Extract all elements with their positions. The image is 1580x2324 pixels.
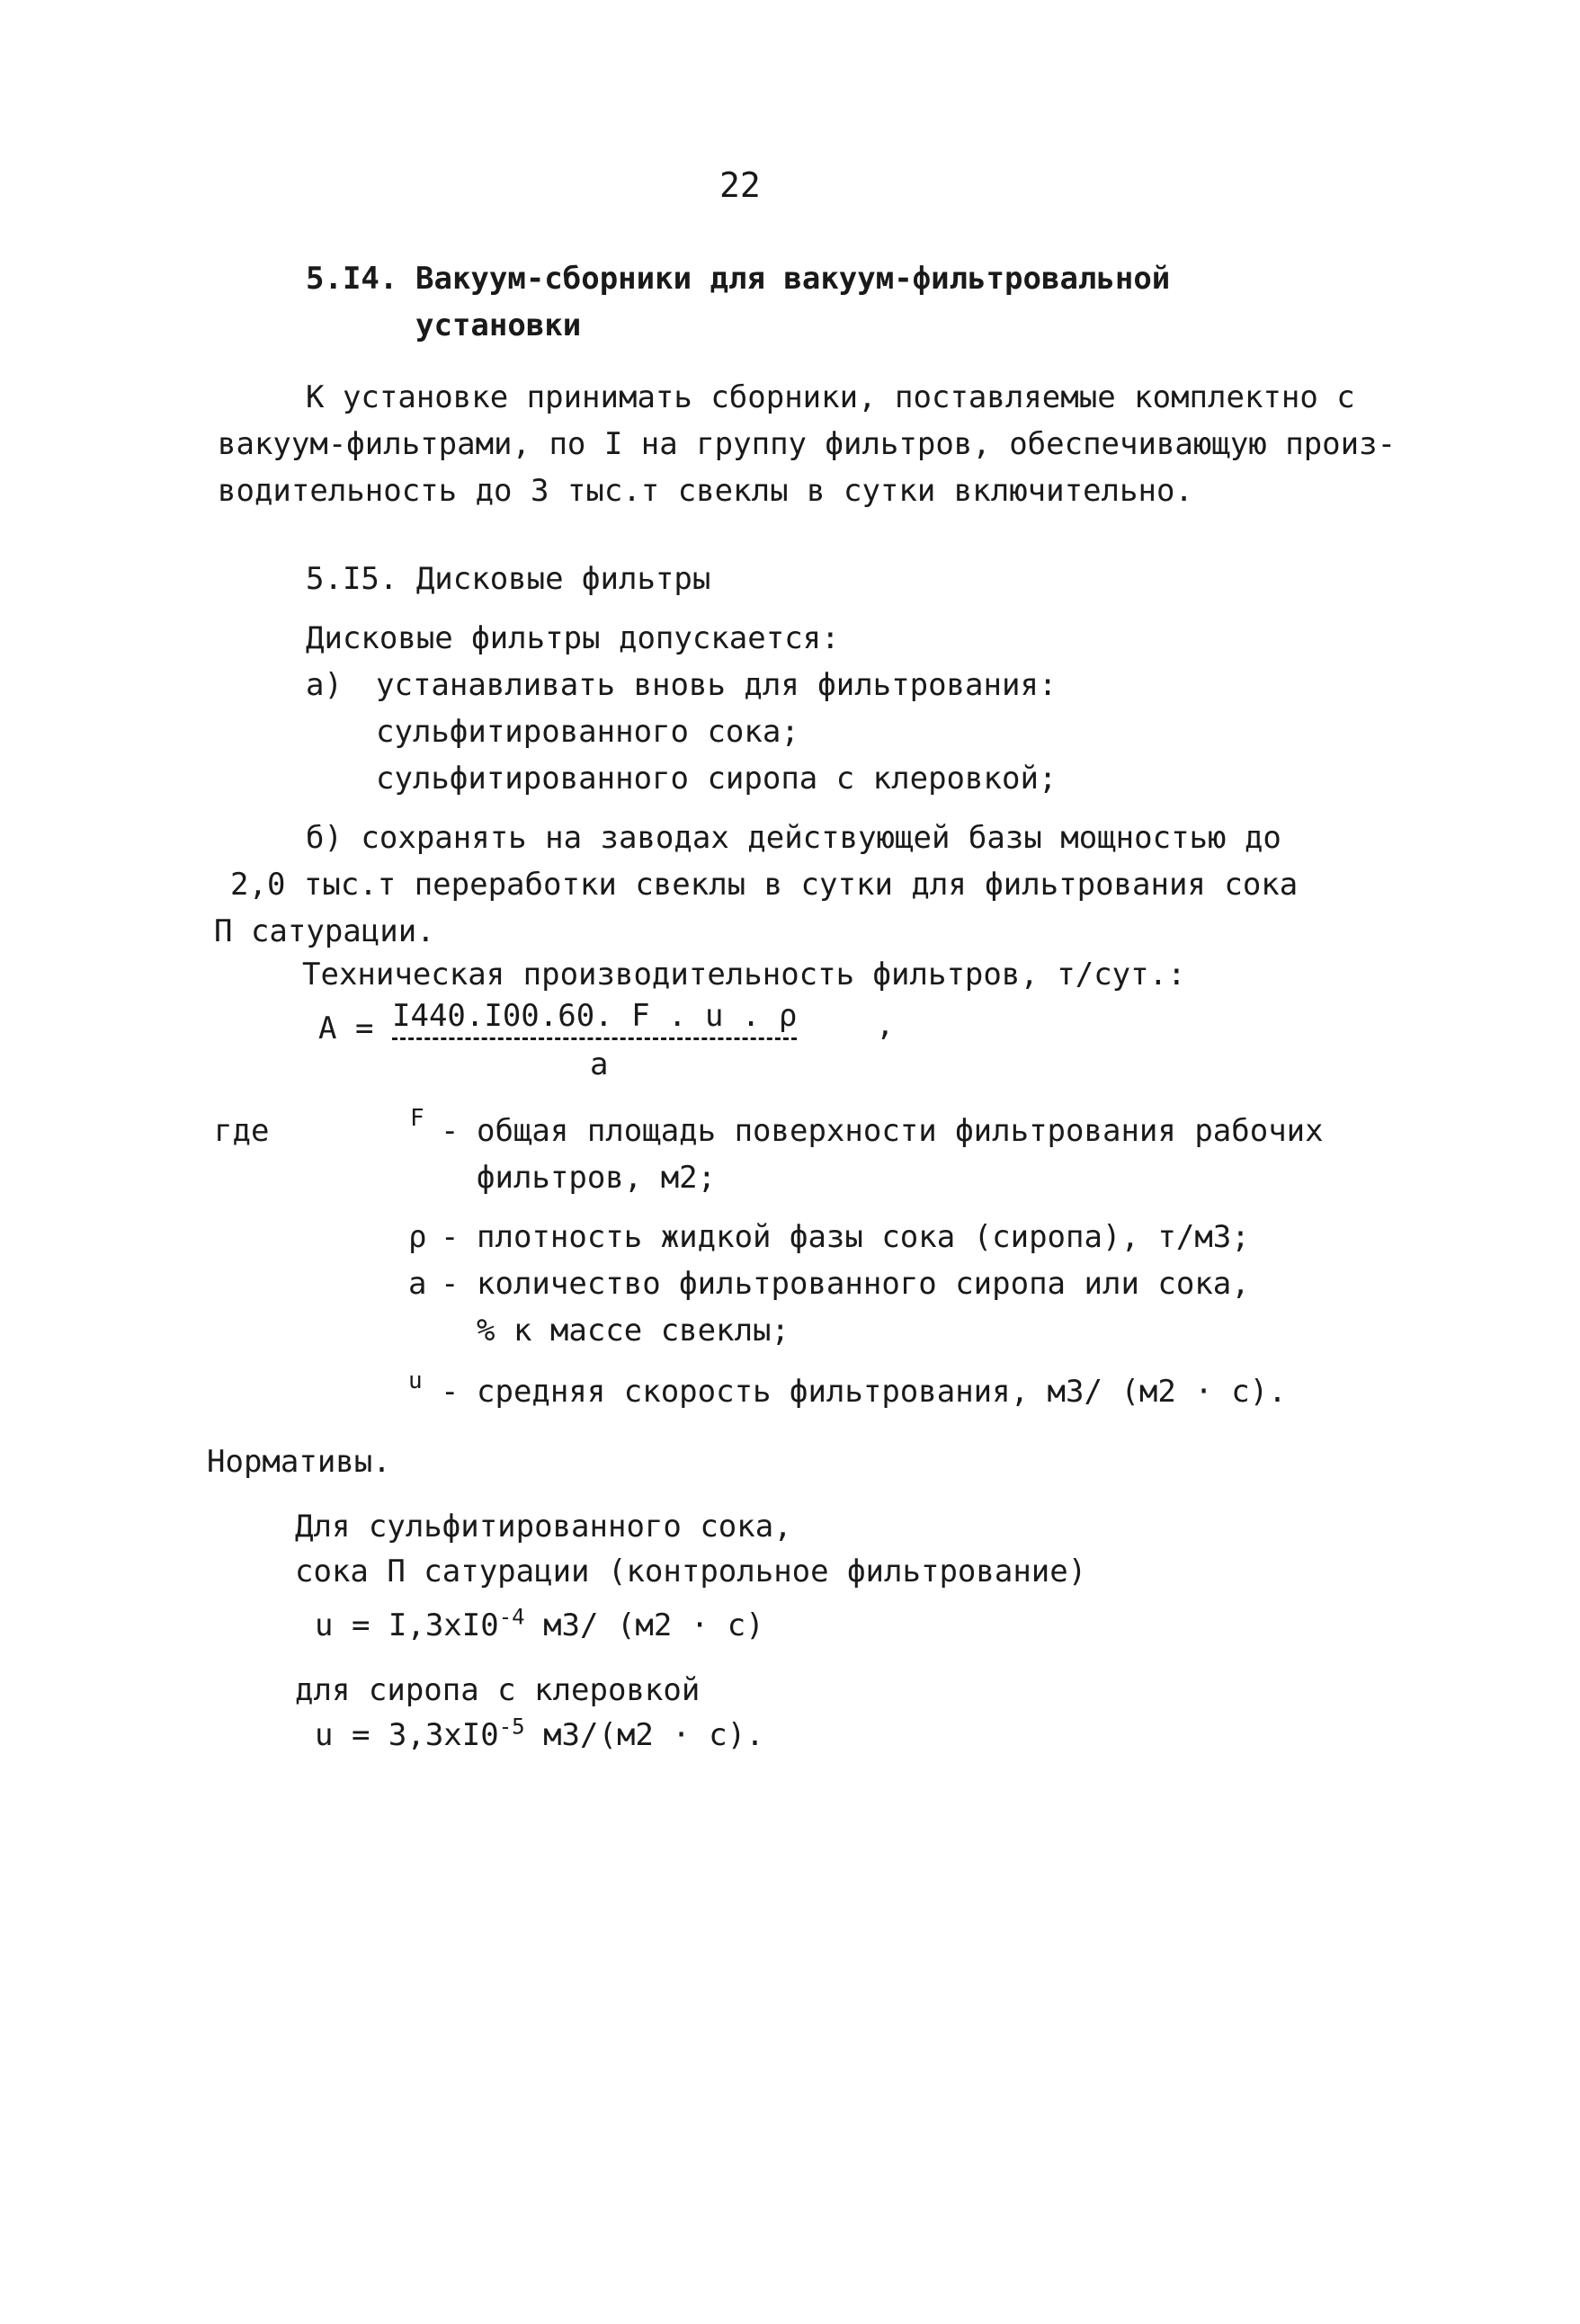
item-a-label: а) bbox=[306, 667, 343, 703]
def-symbol-a: а bbox=[408, 1266, 427, 1302]
norms-heading: Нормативы. bbox=[207, 1444, 391, 1480]
norms-syrup-value-suffix: м3/(м2 · с). bbox=[524, 1717, 764, 1753]
def-text-a-line1: количество фильтрованного сиропа или сока, bbox=[477, 1266, 1250, 1302]
norms-juice-value-suffix: м3/ (м2 · с) bbox=[524, 1607, 764, 1643]
norms-juice-value bbox=[315, 1606, 764, 1645]
section-5-14-title-line1: Вакуум-сборники для вакуум-фильтровальной bbox=[415, 261, 1171, 297]
section-5-14-title-line2: установки bbox=[415, 307, 582, 343]
def-text-u-line1: средняя скорость фильтрования, м3/ (м2 · с). bbox=[477, 1374, 1287, 1410]
norms-syrup-value-exp: -5 bbox=[498, 1714, 525, 1740]
section-5-15-intro: Дисковые фильтры допускается: bbox=[306, 620, 840, 656]
def-text-f-line2: фильтров, м2; bbox=[477, 1160, 717, 1196]
def-text-f-line1: общая площадь поверхности фильтрования рабочих bbox=[477, 1113, 1324, 1149]
formula-trailing-comma: , bbox=[876, 1007, 895, 1043]
norms-syrup-value-prefix: u = 3,3хI0 bbox=[315, 1717, 499, 1753]
norms-juice-value-prefix: u = I,3хI0 bbox=[315, 1607, 499, 1643]
item-a-line1: устанавливать вновь для фильтрования: bbox=[376, 667, 1058, 703]
def-dash-u: - bbox=[441, 1374, 460, 1410]
formula-lhs: А = bbox=[318, 1011, 374, 1046]
formula-denominator: а bbox=[590, 1046, 609, 1082]
where-label: где bbox=[214, 1113, 270, 1149]
item-b-line1: б) сохранять на заводах действующей базы мощностью до bbox=[306, 820, 1281, 856]
norms-syrup-line: для сиропа с клеровкой bbox=[295, 1672, 701, 1708]
item-b-line2: 2,0 тыс.т переработки свеклы в сутки для фильтрования сока bbox=[230, 867, 1299, 903]
formula-numerator: I440.I00.60. F . u . ρ bbox=[392, 996, 797, 1040]
section-5-14-paragraph-line2: вакуум-фильтрами, по I на группу фильтров, обеспечивающую произ- bbox=[218, 426, 1397, 462]
def-symbol-u: u bbox=[408, 1367, 423, 1394]
page-number: 22 bbox=[719, 165, 761, 205]
section-5-15-heading: 5.I5. Дисковые фильтры bbox=[306, 561, 711, 597]
item-a-line2: сульфитированного сока; bbox=[376, 714, 799, 750]
section-5-14-paragraph-line3: водительность до 3 тыс.т свеклы в сутки включительно. bbox=[218, 473, 1193, 509]
def-text-rho-line1: плотность жидкой фазы сока (сиропа), т/м3; bbox=[477, 1219, 1250, 1255]
def-text-a-line2: % к массе свеклы; bbox=[477, 1313, 790, 1349]
def-dash-rho: - bbox=[441, 1219, 460, 1255]
def-dash-f: - bbox=[441, 1113, 460, 1149]
norms-juice-value-exp: -4 bbox=[498, 1604, 525, 1630]
norms-juice-line2: сока П сатурации (контрольное фильтрование) bbox=[295, 1554, 1087, 1589]
def-symbol-rho: ρ bbox=[408, 1219, 427, 1255]
section-5-14-paragraph-line1: К установке принимать сборники, поставляемые комплектно с bbox=[306, 379, 1355, 415]
def-dash-a: - bbox=[441, 1266, 460, 1302]
section-5-14-number: 5.I4. bbox=[306, 261, 398, 297]
tech-productivity-label: Техническая производительность фильтров, т/сут.: bbox=[302, 957, 1186, 993]
def-symbol-f: F bbox=[410, 1105, 424, 1132]
norms-syrup-value bbox=[315, 1715, 764, 1755]
norms-juice-line1: Для сульфитированного сока, bbox=[295, 1509, 792, 1545]
item-b-line3: П сатурации. bbox=[214, 913, 435, 949]
item-a-line3: сульфитированного сиропа с клеровкой; bbox=[376, 761, 1058, 797]
